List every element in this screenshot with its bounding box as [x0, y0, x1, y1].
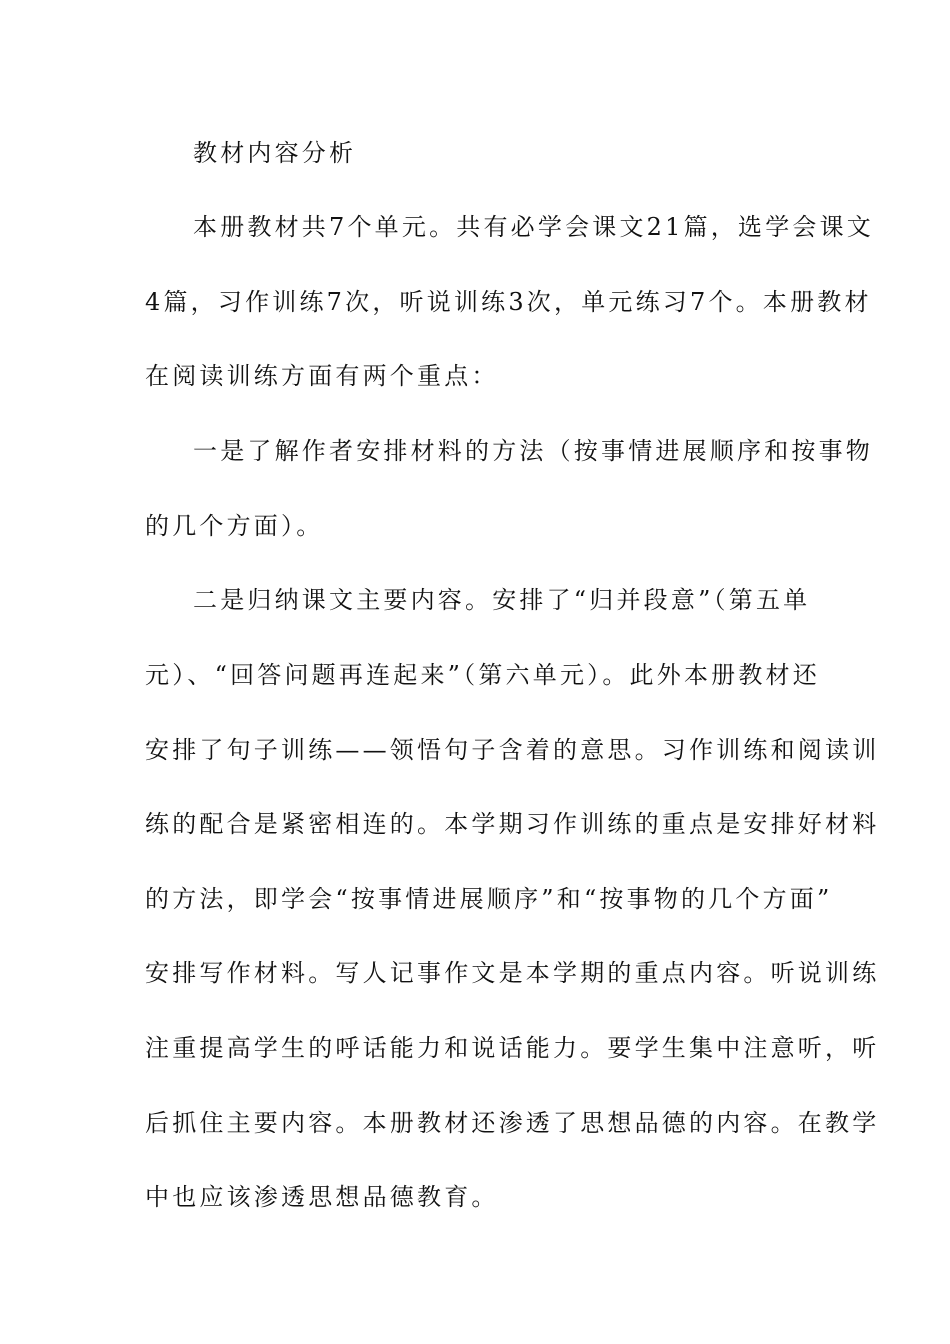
paragraph-line: 安排了句子训练——领悟句子含着的意思。习作训练和阅读训 — [145, 736, 880, 764]
paragraph-line: 的几个方面）。 — [145, 512, 324, 540]
paragraph-line: 的方法，即学会“按事情进展顺序”和“按事物的几个方面” — [145, 885, 833, 913]
paragraph-line: 4篇，习作训练7次，听说训练3次，单元练习7个。本册教材 — [145, 288, 872, 316]
paragraph-line: 元）、“回答问题再连起来”（第六单元）。此外本册教材还 — [145, 661, 820, 689]
paragraph-line: 二是归纳课文主要内容。安排了“归并段意”（第五单 — [193, 586, 811, 614]
paragraph-line: 后抓住主要内容。本册教材还渗透了思想品德的内容。在教学 — [145, 1109, 880, 1137]
paragraph-line: 本册教材共7个单元。共有必学会课文21篇，选学会课文 — [193, 213, 875, 241]
document-heading: 教材内容分析 — [193, 139, 357, 167]
paragraph-line: 在阅读训练方面有两个重点： — [145, 362, 499, 390]
paragraph-line: 一是了解作者安排材料的方法（按事情进展顺序和按事物 — [193, 437, 873, 465]
paragraph-line: 安排写作材料。写人记事作文是本学期的重点内容。听说训练 — [145, 959, 880, 987]
paragraph-line: 练的配合是紧密相连的。本学期习作训练的重点是安排好材料 — [145, 810, 880, 838]
paragraph-line: 中也应该渗透思想品德教育。 — [145, 1183, 499, 1211]
paragraph-line: 注重提高学生的呼话能力和说话能力。要学生集中注意听，听 — [145, 1034, 880, 1062]
